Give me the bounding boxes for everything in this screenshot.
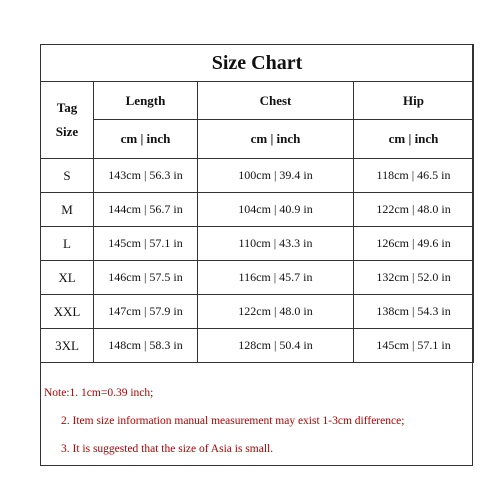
table-row: [41, 329, 474, 363]
column-header-chest: Chest: [198, 82, 354, 120]
hip-cell: 118cm | 46.5 in: [354, 159, 474, 193]
hip-cell: 126cm | 49.6 in: [354, 227, 474, 261]
size-table: [40, 44, 474, 363]
chest-cell: 104cm | 40.9 in: [198, 193, 354, 227]
chest-cell: 116cm | 45.7 in: [198, 261, 354, 295]
size-cell: L: [41, 227, 94, 261]
chest-cell: 122cm | 48.0 in: [198, 295, 354, 329]
unit-header-hip: cm | inch: [354, 120, 474, 159]
hip-cell: 122cm | 48.0 in: [354, 193, 474, 227]
column-header-hip: Hip: [354, 82, 474, 120]
table-row: [41, 261, 474, 295]
table-row: [41, 227, 474, 261]
size-label: Size: [55, 124, 79, 139]
tag-label: Tag: [56, 100, 78, 115]
size-cell: S: [41, 159, 94, 193]
hip-cell: 145cm | 57.1 in: [354, 329, 474, 363]
chest-cell: 110cm | 43.3 in: [198, 227, 354, 261]
length-cell: 144cm | 56.7 in: [94, 193, 198, 227]
length-cell: 147cm | 57.9 in: [94, 295, 198, 329]
size-cell: XL: [41, 261, 94, 295]
length-cell: 146cm | 57.5 in: [94, 261, 198, 295]
note-3: 3. It is suggested that the size of Asia is small.: [61, 443, 274, 455]
length-cell: 145cm | 57.1 in: [94, 227, 198, 261]
size-chart: [40, 44, 473, 466]
table-row: [41, 295, 474, 329]
hip-cell: 132cm | 52.0 in: [354, 261, 474, 295]
chest-cell: 128cm | 50.4 in: [198, 329, 354, 363]
unit-header-chest: cm | inch: [198, 120, 354, 159]
chart-title: Size Chart: [41, 45, 474, 82]
size-cell: XXL: [41, 295, 94, 329]
column-header-length: Length: [94, 82, 198, 120]
chest-cell: 100cm | 39.4 in: [198, 159, 354, 193]
note-2: 2. Item size information manual measurement may exist 1-3cm difference;: [61, 415, 405, 427]
size-cell: M: [41, 193, 94, 227]
table-row: [41, 193, 474, 227]
length-cell: 148cm | 58.3 in: [94, 329, 198, 363]
table-row: [41, 159, 474, 193]
note-1: Note:1. 1cm=0.39 inch;: [44, 387, 154, 399]
hip-cell: 138cm | 54.3 in: [354, 295, 474, 329]
tag-size-header: [41, 82, 94, 159]
size-cell: 3XL: [41, 329, 94, 363]
unit-header-length: cm | inch: [94, 120, 198, 159]
length-cell: 143cm | 56.3 in: [94, 159, 198, 193]
